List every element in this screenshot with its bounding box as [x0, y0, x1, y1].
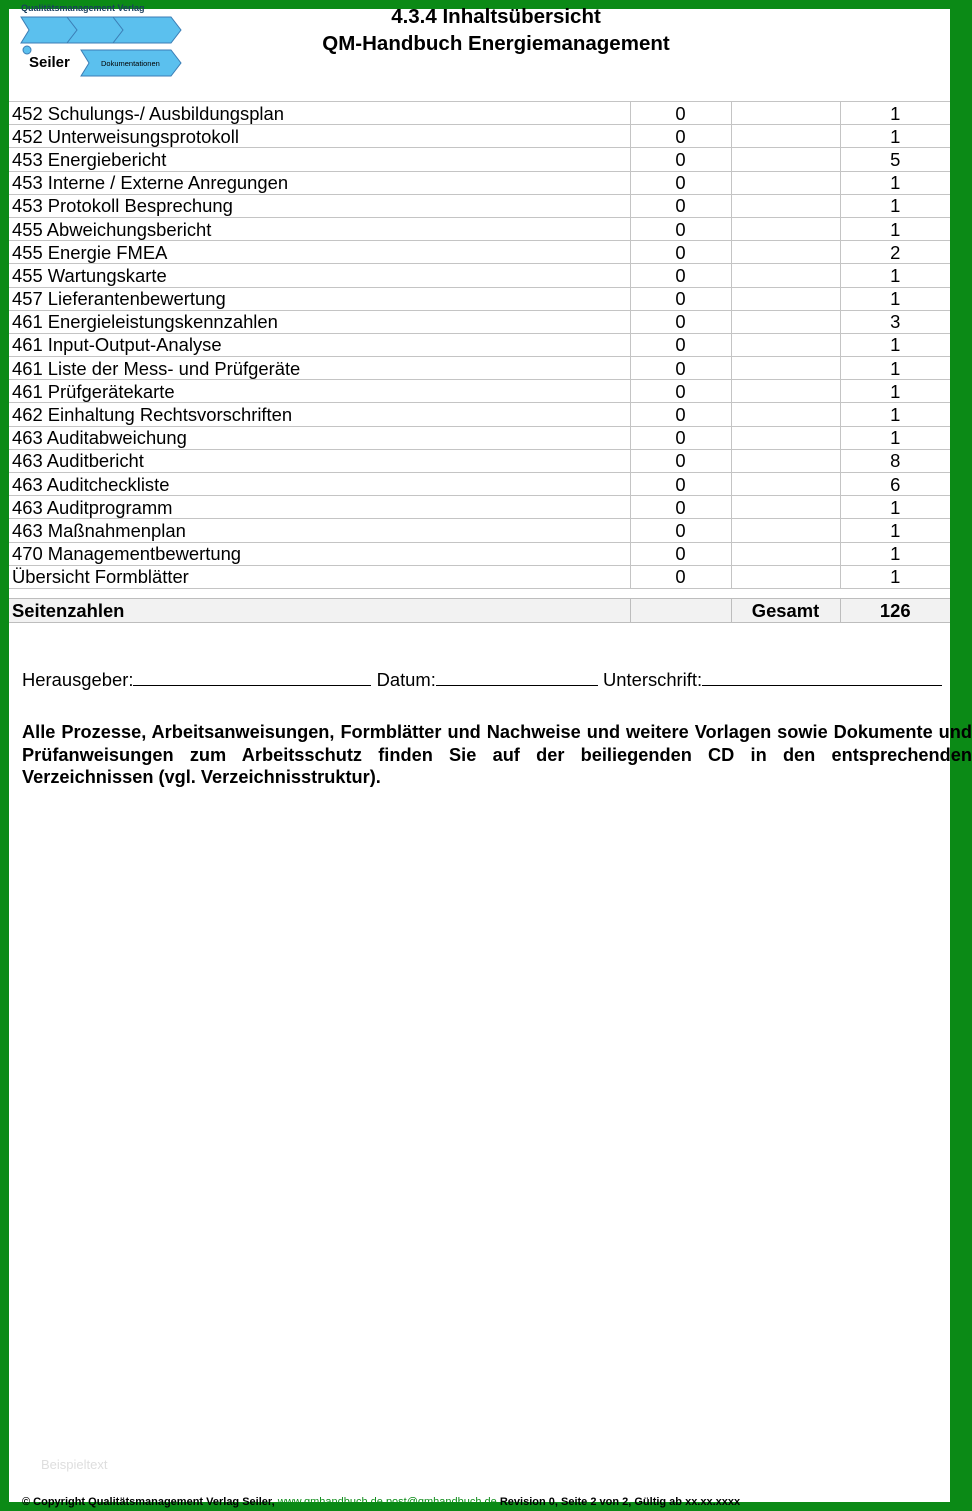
row-col3: [731, 426, 840, 449]
row-pages: 1: [840, 171, 950, 194]
row-name: 455 Wartungskarte: [9, 264, 630, 287]
footer-revision: Revision 0, Seite 2 von 2, Gültig ab xx.xx.xxxx: [499, 1496, 741, 1508]
row-col3: [731, 241, 840, 264]
row-col3: [731, 102, 840, 125]
row-name: 453 Energiebericht: [9, 148, 630, 171]
row-col3: [731, 125, 840, 148]
signature-line: [22, 667, 962, 691]
row-pages: 3: [840, 310, 950, 333]
row-col3: [731, 217, 840, 240]
document-page: [9, 3, 972, 1508]
row-col3: [731, 287, 840, 310]
forms-table: [9, 101, 950, 589]
row-pages: 1: [840, 565, 950, 588]
total-value: 126: [840, 599, 950, 623]
row-col2: 0: [630, 357, 731, 380]
publisher-label: Herausgeber:: [22, 669, 134, 690]
forms-table-body: [9, 102, 950, 589]
row-name: 457 Lieferantenbewertung: [9, 287, 630, 310]
row-col3: [731, 333, 840, 356]
table-row: [9, 264, 950, 287]
logo-top-text: Qualitätsmanagement Verlag: [21, 3, 145, 13]
row-pages: 1: [840, 380, 950, 403]
table-row: [9, 357, 950, 380]
row-pages: 6: [840, 473, 950, 496]
row-col2: 0: [630, 565, 731, 588]
footer-link-email[interactable]: post@qmhandbuch.de: [385, 1496, 497, 1508]
row-col2: 0: [630, 473, 731, 496]
row-pages: 8: [840, 449, 950, 472]
row-name: 455 Energie FMEA: [9, 241, 630, 264]
row-col3: [731, 449, 840, 472]
row-pages: 1: [840, 426, 950, 449]
row-col3: [731, 542, 840, 565]
total-row: [9, 599, 950, 623]
row-name: 470 Managementbewertung: [9, 542, 630, 565]
row-col3: [731, 380, 840, 403]
row-pages: 1: [840, 287, 950, 310]
row-name: 461 Liste der Mess- und Prüfgeräte: [9, 357, 630, 380]
row-pages: 1: [840, 496, 950, 519]
signature-label: Unterschrift:: [602, 669, 703, 690]
row-col2: 0: [630, 426, 731, 449]
row-name: 463 Maßnahmenplan: [9, 519, 630, 542]
table-row: [9, 426, 950, 449]
publisher-blank[interactable]: [133, 667, 371, 686]
row-pages: 1: [840, 519, 950, 542]
row-col2: 0: [630, 333, 731, 356]
footer-link-website[interactable]: www.qmhandbuch.de: [277, 1496, 383, 1508]
row-col3: [731, 357, 840, 380]
row-col2: 0: [630, 241, 731, 264]
row-col3: [731, 496, 840, 519]
row-name: 463 Auditcheckliste: [9, 473, 630, 496]
row-col2: 0: [630, 310, 731, 333]
table-row: [9, 542, 950, 565]
total-empty-cell: [630, 599, 731, 623]
date-blank[interactable]: [436, 667, 598, 686]
row-name: 453 Protokoll Besprechung: [9, 194, 630, 217]
table-row: [9, 194, 950, 217]
row-col2: 0: [630, 449, 731, 472]
row-name: 463 Auditbericht: [9, 449, 630, 472]
date-label: Datum:: [376, 669, 436, 690]
row-col3: [731, 473, 840, 496]
table-row: [9, 241, 950, 264]
logo-graphic: [21, 3, 181, 77]
title-line-1: 4.3.4 Inhaltsübersicht: [391, 5, 601, 28]
table-row: [9, 171, 950, 194]
row-col2: 0: [630, 148, 731, 171]
row-name: 461 Input-Output-Analyse: [9, 333, 630, 356]
row-col3: [731, 310, 840, 333]
row-name: 463 Auditabweichung: [9, 426, 630, 449]
row-col3: [731, 148, 840, 171]
row-pages: 1: [840, 264, 950, 287]
signature-blank[interactable]: [702, 667, 942, 686]
row-pages: 1: [840, 125, 950, 148]
row-name: 461 Prüfgerätekarte: [9, 380, 630, 403]
table-row: [9, 519, 950, 542]
row-col2: 0: [630, 194, 731, 217]
table-row: [9, 403, 950, 426]
logo-sub-text: Dokumentationen: [101, 59, 160, 68]
row-col2: 0: [630, 171, 731, 194]
footer-copyright: © Copyright Qualitätsmanagement Verlag Seiler,: [22, 1496, 275, 1508]
table-row: [9, 102, 950, 125]
row-col3: [731, 264, 840, 287]
row-col2: 0: [630, 125, 731, 148]
cd-note: Alle Prozesse, Arbeitsanweisungen, Formblätter und Nachweise und weitere Vorlagen sowie Dokumente und Prüfanweisungen zum Arbeitsschutz finden Sie auf der beiliegenden CD in den entsprechenden Verzeichnissen (vgl. Verzeichnisstruktur).: [22, 722, 972, 788]
table-row: [9, 565, 950, 588]
row-pages: 1: [840, 102, 950, 125]
table-row: [9, 125, 950, 148]
title-line-2: QM-Handbuch Energiemanagement: [322, 32, 670, 55]
table-row: [9, 217, 950, 240]
row-pages: 5: [840, 148, 950, 171]
table-row: [9, 310, 950, 333]
row-name: Übersicht Formblätter: [9, 565, 630, 588]
table-row: [9, 287, 950, 310]
row-pages: 2: [840, 241, 950, 264]
row-pages: 1: [840, 403, 950, 426]
row-name: 452 Unterweisungsprotokoll: [9, 125, 630, 148]
row-col2: 0: [630, 542, 731, 565]
row-pages: 1: [840, 542, 950, 565]
publisher-logo: [21, 3, 181, 77]
row-pages: 1: [840, 217, 950, 240]
gesamt-label: Gesamt: [731, 599, 840, 623]
row-col3: [731, 194, 840, 217]
page-footer: [22, 1496, 740, 1508]
row-col2: 0: [630, 217, 731, 240]
table-row: [9, 496, 950, 519]
row-col2: 0: [630, 102, 731, 125]
row-pages: 1: [840, 357, 950, 380]
row-col2: 0: [630, 519, 731, 542]
row-pages: 1: [840, 194, 950, 217]
table-row: [9, 380, 950, 403]
total-label: Seitenzahlen: [9, 599, 630, 623]
document-title: [209, 5, 783, 57]
row-col3: [731, 519, 840, 542]
row-name: 462 Einhaltung Rechtsvorschriften: [9, 403, 630, 426]
logo-brand-text: Seiler: [29, 54, 70, 71]
watermark: Beispieltext: [41, 1457, 108, 1472]
row-col2: 0: [630, 264, 731, 287]
row-col2: 0: [630, 287, 731, 310]
row-col2: 0: [630, 496, 731, 519]
table-row: [9, 333, 950, 356]
row-name: 453 Interne / Externe Anregungen: [9, 171, 630, 194]
total-row-table: [9, 598, 950, 623]
row-col2: 0: [630, 403, 731, 426]
row-name: 455 Abweichungsbericht: [9, 217, 630, 240]
row-name: 461 Energieleistungskennzahlen: [9, 310, 630, 333]
row-col3: [731, 171, 840, 194]
table-row: [9, 473, 950, 496]
row-name: 452 Schulungs-/ Ausbildungsplan: [9, 102, 630, 125]
row-col3: [731, 403, 840, 426]
row-name: 463 Auditprogramm: [9, 496, 630, 519]
table-row: [9, 449, 950, 472]
row-col3: [731, 565, 840, 588]
row-pages: 1: [840, 333, 950, 356]
table-row: [9, 148, 950, 171]
row-col2: 0: [630, 380, 731, 403]
